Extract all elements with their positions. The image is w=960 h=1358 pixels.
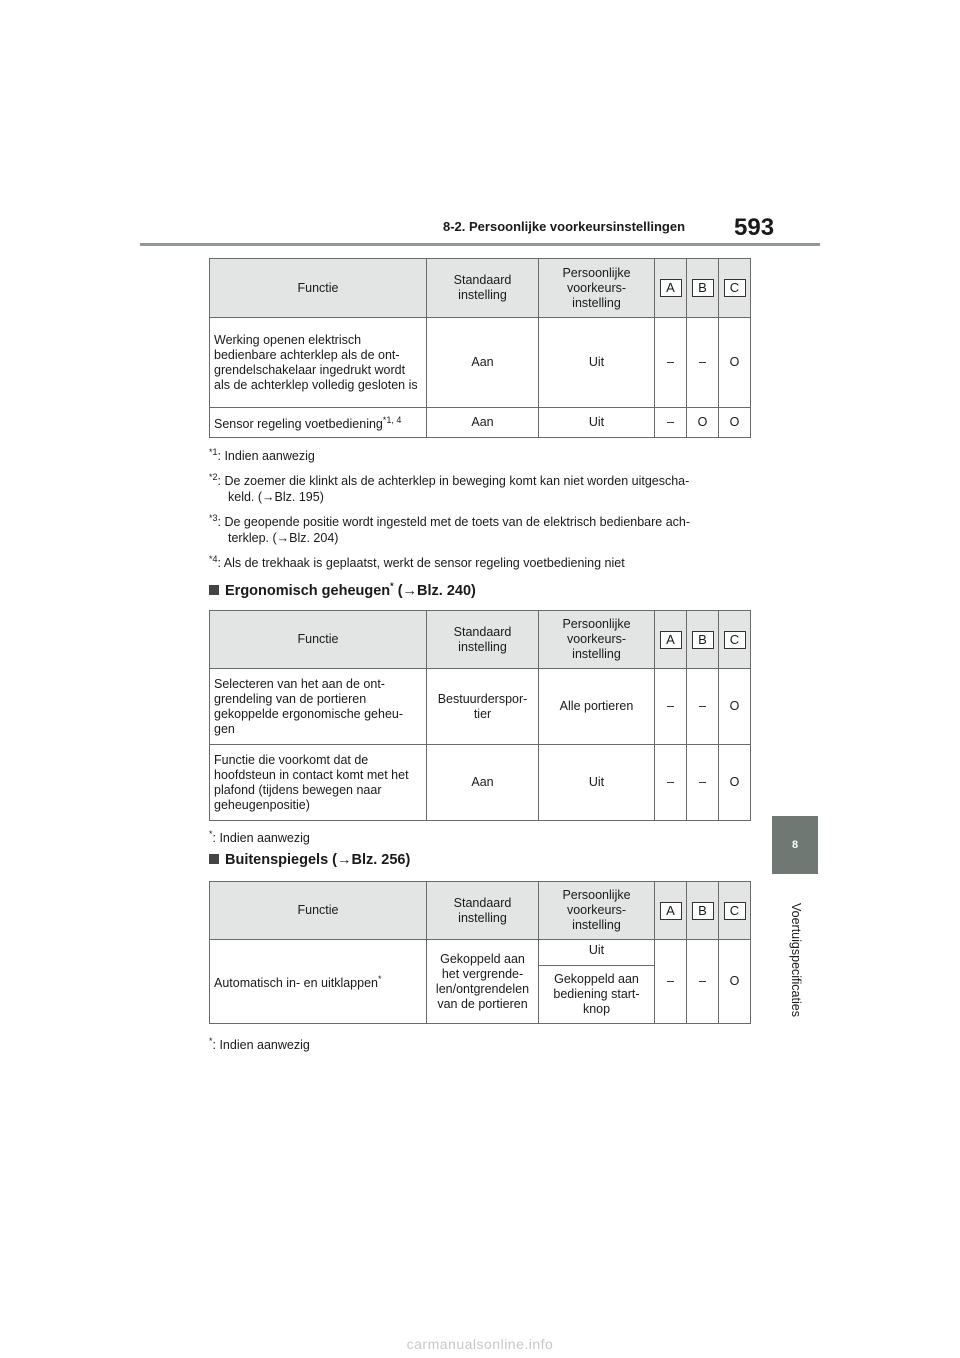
cell-custom: Alle portieren	[539, 669, 655, 745]
col-header-c: C	[719, 259, 751, 318]
col-header-custom: Persoonlijke voorkeurs-instelling	[539, 882, 655, 940]
section-heading-outside-mirrors: Buitenspiegels (→Blz. 256)	[209, 852, 410, 868]
cell-function: Automatisch in- en uitklappen*	[210, 940, 427, 1024]
chapter-side-label: Voertuigspecificaties	[789, 903, 803, 1017]
cell-custom: Gekoppeld aan bediening start-knop	[539, 966, 655, 1024]
cell-b: –	[687, 669, 719, 745]
cell-a: –	[655, 318, 687, 408]
cell-a: –	[655, 745, 687, 821]
col-header-a: A	[655, 611, 687, 669]
footnotes-table1	[209, 444, 690, 572]
watermark: carmanualsonline.info	[406, 1336, 554, 1352]
col-header-b: B	[687, 611, 719, 669]
cell-a: –	[655, 669, 687, 745]
cell-c: O	[719, 318, 751, 408]
page-number: 593	[734, 214, 775, 241]
chapter-tab[interactable]: 8	[772, 816, 818, 874]
footnote-table3: *: Indien aanwezig	[209, 1036, 310, 1053]
cell-default: Aan	[427, 745, 539, 821]
col-header-b: B	[687, 259, 719, 318]
footnote-table2: *: Indien aanwezig	[209, 829, 310, 846]
col-header-b: B	[687, 882, 719, 940]
cell-a: –	[655, 408, 687, 438]
section-heading-ergonomic-memory: Ergonomisch geheugen* (→Blz. 240)	[209, 581, 476, 599]
settings-table-tailgate	[209, 258, 751, 438]
cell-default: Gekoppeld aan het vergrende-len/ontgrendelen van de portieren	[427, 940, 539, 1024]
cell-a: –	[655, 940, 687, 1024]
col-header-function: Functie	[210, 611, 427, 669]
table-row	[210, 940, 751, 966]
cell-b: –	[687, 318, 719, 408]
col-header-default: Standaard instelling	[427, 259, 539, 318]
col-header-default: Standaard instelling	[427, 611, 539, 669]
table-row	[210, 745, 751, 821]
settings-table-outside-mirrors	[209, 881, 751, 1024]
header-section-title: 8-2. Persoonlijke voorkeursinstellingen	[443, 219, 686, 234]
cell-default: Aan	[427, 408, 539, 438]
cell-c: O	[719, 940, 751, 1024]
footnote: $^{*1}$: Indien aanwezig	[209, 447, 315, 464]
footnote: $^{*3}$: De geopende positie wordt ingesteld met de toets van de elektrisch bedienbare ach- terklep. (→Blz. 204)	[209, 513, 691, 546]
col-header-function: Functie	[210, 882, 427, 940]
cell-c: O	[719, 669, 751, 745]
col-header-a: A	[655, 882, 687, 940]
table-row	[210, 408, 751, 438]
footnote: $^{*4}$: Als de trekhaak is geplaatst, werkt de sensor regeling voetbediening niet	[209, 554, 625, 571]
square-bullet-icon	[209, 854, 219, 864]
cell-function: Werking openen elektrisch bedienbare achterklep als de ont-grendelschakelaar ingedrukt wordt als de achterklep volledig gesloten is	[210, 318, 427, 408]
table-row	[210, 669, 751, 745]
cell-custom: Uit	[539, 318, 655, 408]
cell-c: O	[719, 408, 751, 438]
cell-function: Selecteren van het aan de ont-grendeling van de portieren gekoppelde ergonomische geheu-gen	[210, 669, 427, 745]
cell-default: Bestuurderspor-tier	[427, 669, 539, 745]
table-row	[210, 318, 751, 408]
settings-table-ergonomic-memory	[209, 610, 751, 821]
footnote: $^{*2}$: De zoemer die klinkt als de achterklep in beweging komt kan niet worden uitgescha- keld. (→Blz. 195)	[209, 472, 690, 505]
col-header-function: Functie	[210, 259, 427, 318]
cell-function: Functie die voorkomt dat de hoofdsteun in contact komt met het plafond (tijdens bewegen naar geheugenpositie)	[210, 745, 427, 821]
col-header-custom: Persoonlijke voorkeurs-instelling	[539, 259, 655, 318]
cell-b: O	[687, 408, 719, 438]
col-header-c: C	[719, 611, 751, 669]
cell-custom: Uit	[539, 745, 655, 821]
cell-b: –	[687, 940, 719, 1024]
cell-default: Aan	[427, 318, 539, 408]
cell-c: O	[719, 745, 751, 821]
cell-function: Sensor regeling voetbediening$^{*1, 4}$	[210, 408, 427, 438]
cell-b: –	[687, 745, 719, 821]
col-header-default: Standaard instelling	[427, 882, 539, 940]
header-rule	[140, 243, 820, 246]
col-header-custom: Persoonlijke voorkeurs-instelling	[539, 611, 655, 669]
cell-custom: Uit	[539, 940, 655, 966]
col-header-c: C	[719, 882, 751, 940]
cell-custom: Uit	[539, 408, 655, 438]
square-bullet-icon	[209, 585, 219, 595]
col-header-a: A	[655, 259, 687, 318]
